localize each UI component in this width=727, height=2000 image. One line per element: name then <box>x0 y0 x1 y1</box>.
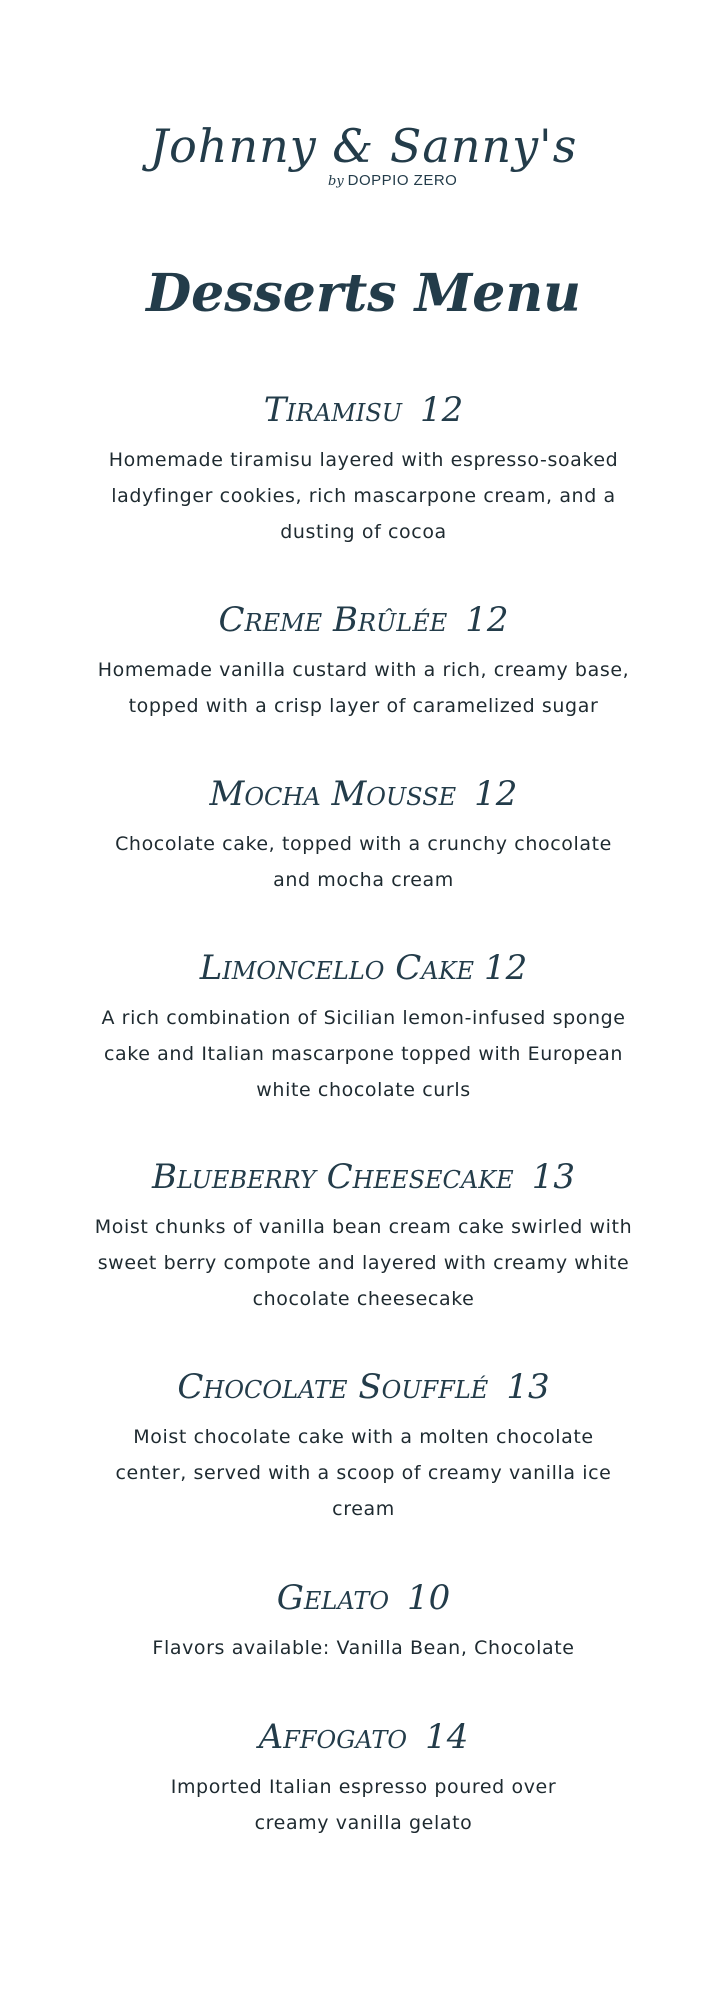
item-description: Moist chunks of vanilla bean cream cake swirled with sweet berry compote and layered with creamy white chocolate cheesecake <box>94 1216 633 1310</box>
menu-item-blueberry-cheesecake <box>0 1155 727 1317</box>
item-description: Moist chocolate cake with a molten chocolate center, served with a scoop of creamy vanilla ice cream <box>115 1426 612 1520</box>
item-heading <box>0 388 727 432</box>
item-price: 10 <box>407 1578 451 1618</box>
item-heading <box>0 946 727 990</box>
item-price: 13 <box>506 1367 550 1407</box>
item-price: 12 <box>420 390 464 430</box>
item-name: Affogato <box>258 1717 408 1757</box>
item-price: 14 <box>425 1717 469 1757</box>
menu-item-gelato <box>0 1576 727 1666</box>
item-name: Chocolate Soufflé <box>177 1367 489 1407</box>
menu-item-mocha-mousse <box>0 772 727 898</box>
menu-title: Desserts Menu <box>146 263 581 324</box>
logo-name: Johnny & Sanny's <box>149 119 578 173</box>
item-description: Chocolate cake, topped with a crunchy chocolate and mocha cream <box>115 833 612 891</box>
menu-item-chocolate-souffle <box>0 1365 727 1527</box>
logo-subline <box>328 172 528 190</box>
item-heading <box>0 772 727 816</box>
item-heading <box>0 598 727 642</box>
menu-item-affogato <box>0 1715 727 1841</box>
logo-brand: DOPPIO ZERO <box>347 172 458 189</box>
item-name: Creme Brûlée <box>218 600 448 640</box>
item-heading <box>0 1365 727 1409</box>
item-name: Tiramisu <box>263 390 403 430</box>
item-name: Mocha Mousse <box>209 774 457 814</box>
item-heading <box>0 1715 727 1759</box>
item-description: Imported Italian espresso poured over creamy vanilla gelato <box>170 1776 557 1834</box>
item-price: 12 <box>465 600 509 640</box>
item-price: 13 <box>531 1157 575 1197</box>
item-name: Limoncello Cake <box>199 948 475 988</box>
item-description: Homemade tiramisu layered with espresso-soaked ladyfinger cookies, rich mascarpone cream, and a dusting of cocoa <box>108 449 619 543</box>
item-price: 12 <box>484 948 528 988</box>
item-name: Blueberry Cheesecake <box>152 1157 514 1197</box>
item-description: Homemade vanilla custard with a rich, creamy base, topped with a crisp layer of caramelized sugar <box>97 659 630 717</box>
item-name: Gelato <box>276 1578 390 1618</box>
item-heading <box>0 1155 727 1199</box>
item-description: A rich combination of Sicilian lemon-infused sponge cake and Italian mascarpone topped with European white chocolate curls <box>101 1007 626 1101</box>
menu-item-limoncello-cake <box>0 946 727 1108</box>
restaurant-logo <box>0 118 727 198</box>
logo-by: by <box>328 174 344 189</box>
item-price: 12 <box>474 774 518 814</box>
item-description: Flavors available: Vanilla Bean, Chocolate <box>152 1637 575 1659</box>
menu-item-tiramisu <box>0 388 727 550</box>
menu-item-creme-brulee <box>0 598 727 724</box>
item-heading <box>0 1576 727 1620</box>
